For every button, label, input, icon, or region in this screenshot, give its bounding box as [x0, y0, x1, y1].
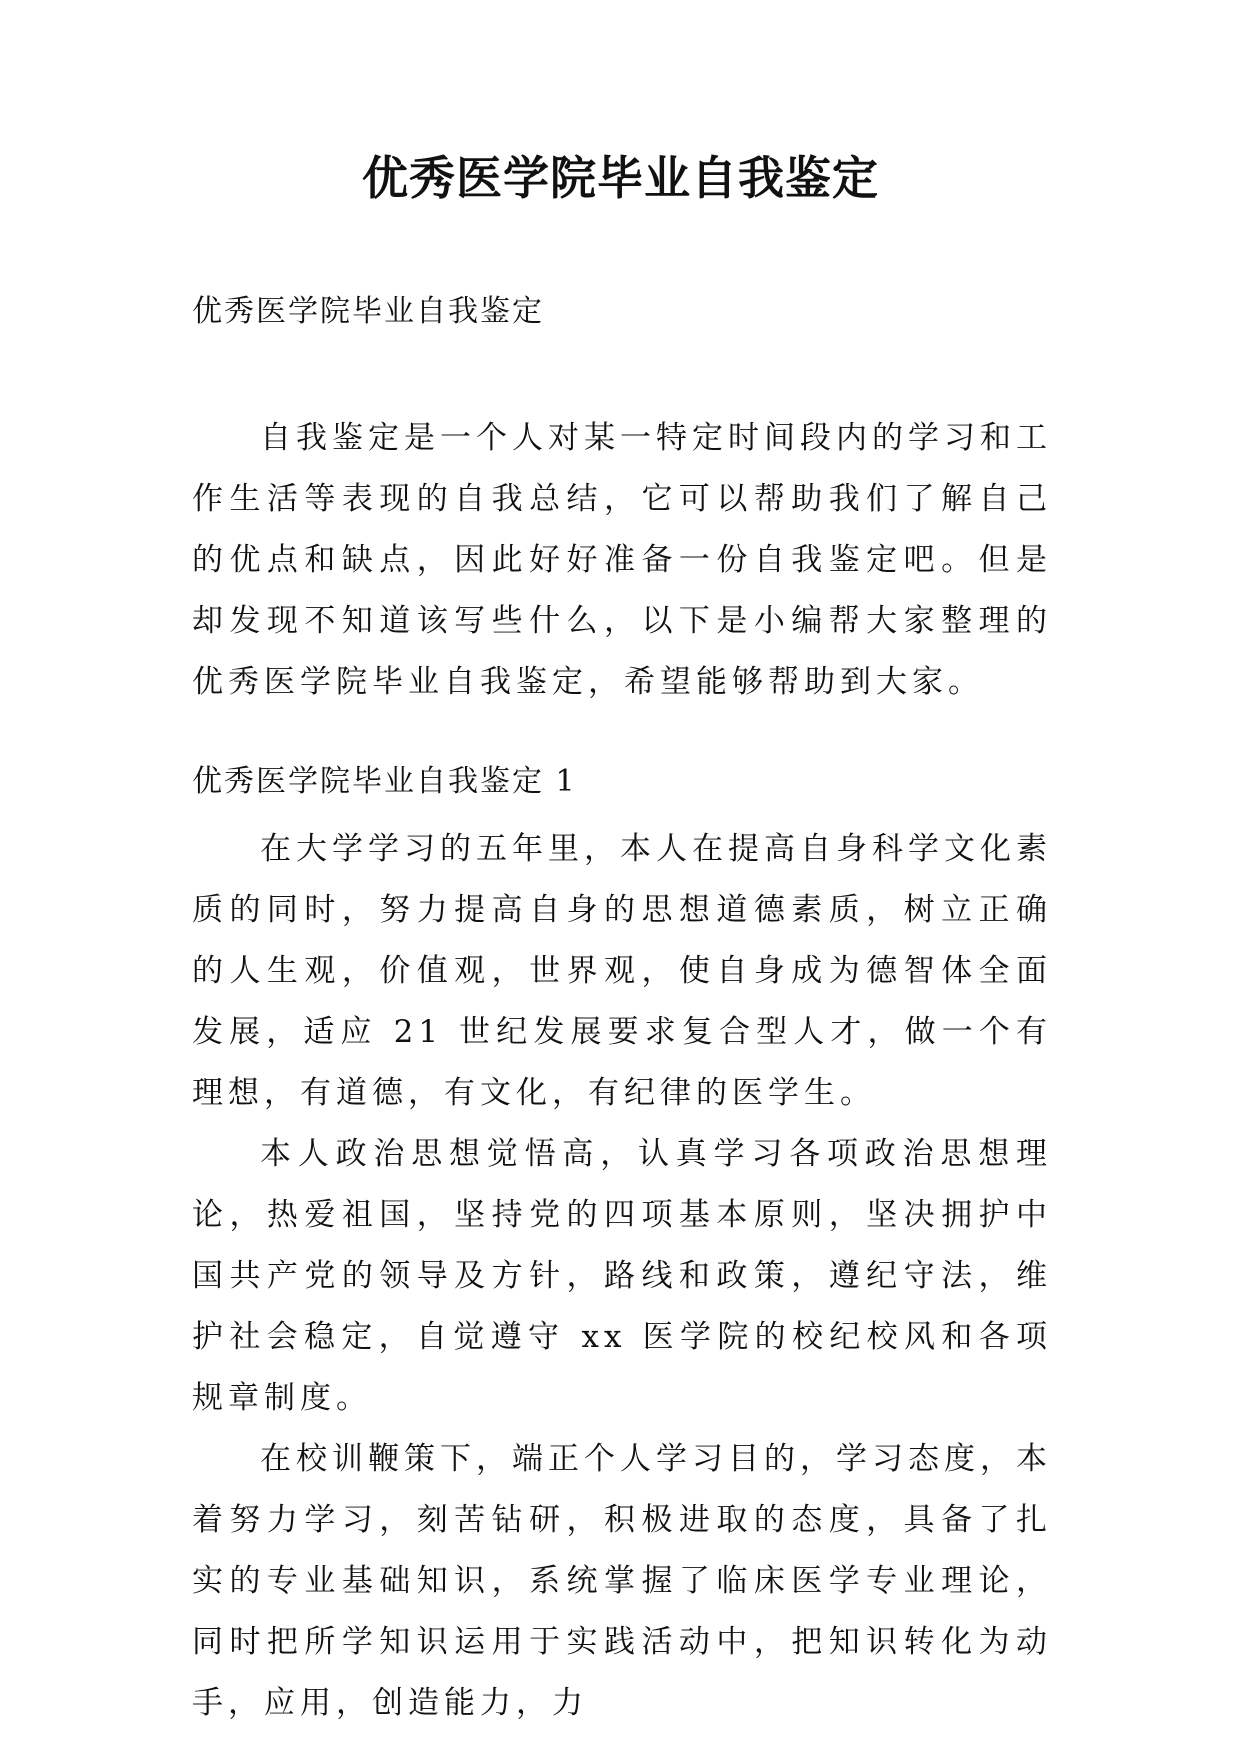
body-paragraph: 本人政治思想觉悟高，认真学习各项政治思想理论，热爱祖国，坚持党的四项基本原则，坚决拥护中国共产党的领导及方针，路线和政策，遵纪守法，维护社会稳定，自觉遵守 xx 医学院的校纪校风和各项规章制度。	[192, 1136, 1052, 1416]
document-subtitle: 优秀医学院毕业自我鉴定	[192, 294, 544, 329]
body-paragraph: 在大学学习的五年里，本人在提高自身科学文化素质的同时，努力提高自身的思想道德素质，树立正确的人生观，价值观，世界观，使自身成为德智体全面发展，适应 21 世纪发展要求复合型人才，做一个有理想，有道德，有文化，有纪律的医学生。	[192, 831, 1052, 1111]
section-heading: 优秀医学院毕业自我鉴定 1	[192, 764, 577, 799]
intro-paragraph: 自我鉴定是一个人对某一特定时间段内的学习和工作生活等表现的自我总结，它可以帮助我们了解自己的优点和缺点，因此好好准备一份自我鉴定吧。但是却发现不知道该写些什么，以下是小编帮大家整理的优秀医学院毕业自我鉴定，希望能够帮助到大家。	[192, 420, 1052, 700]
document-title: 优秀医学院毕业自我鉴定	[362, 151, 879, 205]
section-body	[192, 819, 1052, 1734]
body-paragraph: 在校训鞭策下，端正个人学习目的，学习态度，本着努力学习，刻苦钻研，积极进取的态度，具备了扎实的专业基础知识，系统掌握了临床医学专业理论，同时把所学知识运用于实践活动中，把知识转化为动手，应用，创造能力，力	[192, 1441, 1052, 1721]
